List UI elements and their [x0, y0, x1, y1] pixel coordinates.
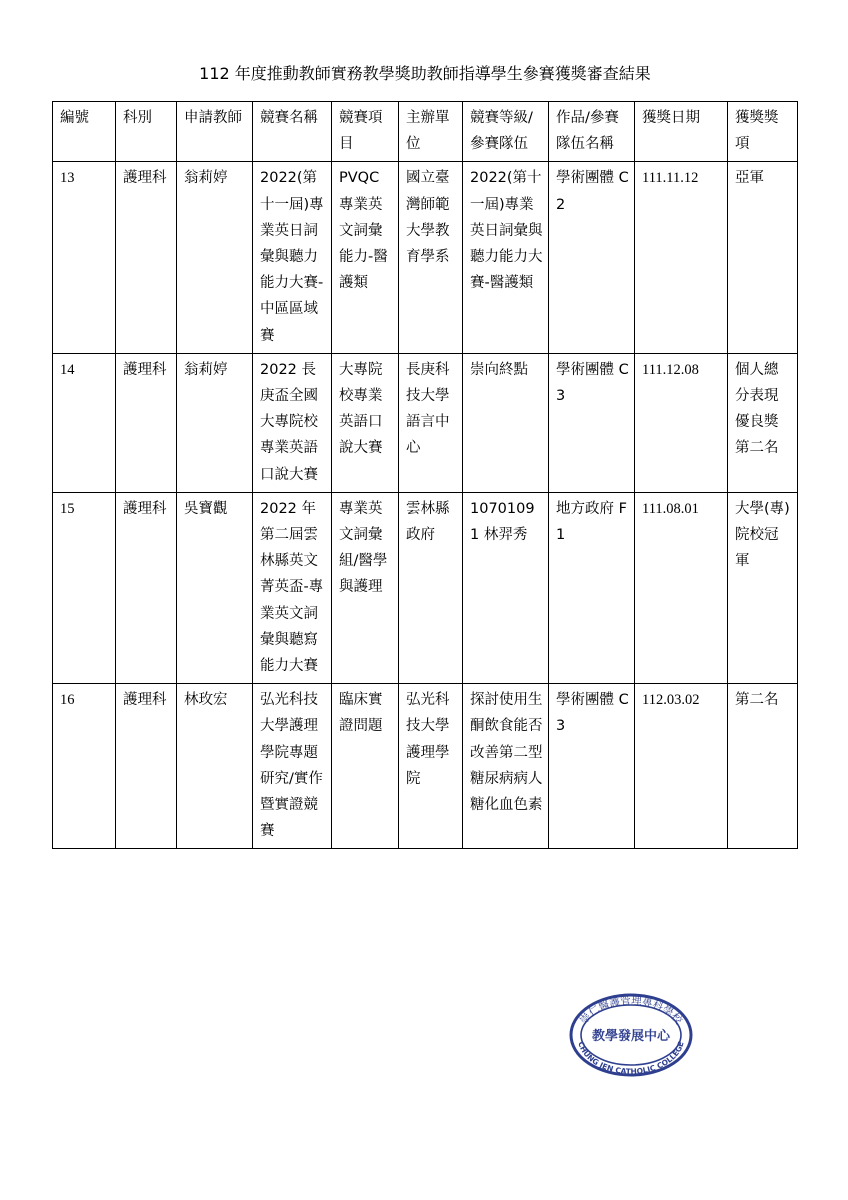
- cell-level: 2022(第十一屆)專業英日詞彙與聽力能力大賽-醫護類: [463, 162, 549, 353]
- cell-item: PVQC 專業英文詞彙能力-醫護類: [332, 162, 399, 353]
- cell-no: 13: [53, 162, 116, 353]
- cell-competition: 2022 長庚盃全國大專院校專業英語口說大賽: [253, 353, 332, 492]
- table-row: [53, 684, 798, 849]
- cell-dept: 護理科: [116, 353, 177, 492]
- cell-teacher: 翁莉婷: [177, 162, 253, 353]
- cell-competition: 2022(第十一屆)專業英日詞彙與聽力能力大賽-中區區域賽: [253, 162, 332, 353]
- cell-date: 111.08.01: [635, 492, 728, 683]
- header-award: 獲獎獎項: [728, 102, 798, 162]
- cell-organizer: 雲林縣政府: [399, 492, 463, 683]
- table-header-row: [53, 102, 798, 162]
- cell-date: 111.11.12: [635, 162, 728, 353]
- cell-level: 探討使用生酮飲食能否改善第二型糖尿病病人糖化血色素: [463, 684, 549, 849]
- seal-outer-text: 崇仁醫護管理專科學校: [577, 994, 685, 1027]
- header-item: 競賽項目: [332, 102, 399, 162]
- awards-table: [52, 101, 798, 849]
- header-dept: 科別: [116, 102, 177, 162]
- cell-award: 大學(專)院校冠軍: [728, 492, 798, 683]
- seal-english-text: CHUNG JEN CATHOLIC COLLEGE: [576, 1040, 686, 1077]
- header-competition: 競賽名稱: [253, 102, 332, 162]
- cell-dept: 護理科: [116, 162, 177, 353]
- header-level: 競賽等級/參賽隊伍: [463, 102, 549, 162]
- cell-organizer: 弘光科技大學護理學院: [399, 684, 463, 849]
- cell-teacher: 翁莉婷: [177, 353, 253, 492]
- cell-award: 亞軍: [728, 162, 798, 353]
- cell-organizer: 國立臺灣師範大學教育學系: [399, 162, 463, 353]
- cell-item: 臨床實證問題: [332, 684, 399, 849]
- cell-level: 崇向終點: [463, 353, 549, 492]
- cell-no: 15: [53, 492, 116, 683]
- header-organizer: 主辦單位: [399, 102, 463, 162]
- cell-dept: 護理科: [116, 684, 177, 849]
- header-no: 編號: [53, 102, 116, 162]
- cell-item: 大專院校專業英語口說大賽: [332, 353, 399, 492]
- cell-organizer: 長庚科技大學語言中心: [399, 353, 463, 492]
- cell-date: 111.12.08: [635, 353, 728, 492]
- table-row: [53, 162, 798, 353]
- cell-team: 學術團體 C2: [549, 162, 635, 353]
- cell-dept: 護理科: [116, 492, 177, 683]
- header-date: 獲獎日期: [635, 102, 728, 162]
- document-title: 112 年度推動教師實務教學獎助教師指導學生參賽獲獎審查結果: [199, 64, 651, 83]
- cell-teacher: 林玫宏: [177, 684, 253, 849]
- college-seal-icon: [568, 992, 694, 1078]
- cell-award: 個人總分表現優良獎第二名: [728, 353, 798, 492]
- cell-team: 地方政府 F1: [549, 492, 635, 683]
- cell-team: 學術團體 C3: [549, 353, 635, 492]
- seal-center-text: 教學發展中心: [591, 1029, 671, 1044]
- cell-no: 16: [53, 684, 116, 849]
- cell-competition: 2022 年第二屆雲林縣英文菁英盃-專業英文詞彙與聽寫能力大賽: [253, 492, 332, 683]
- header-team: 作品/參賽隊伍名稱: [549, 102, 635, 162]
- cell-date: 112.03.02: [635, 684, 728, 849]
- header-teacher: 申請教師: [177, 102, 253, 162]
- table-row: [53, 353, 798, 492]
- cell-team: 學術團體 C3: [549, 684, 635, 849]
- cell-level: 10701091 林羿秀: [463, 492, 549, 683]
- cell-no: 14: [53, 353, 116, 492]
- cell-competition: 弘光科技大學護理學院專題研究/實作暨實證競賽: [253, 684, 332, 849]
- cell-teacher: 吳寶觀: [177, 492, 253, 683]
- table-row: [53, 492, 798, 683]
- cell-award: 第二名: [728, 684, 798, 849]
- cell-item: 專業英文詞彙組/醫學與護理: [332, 492, 399, 683]
